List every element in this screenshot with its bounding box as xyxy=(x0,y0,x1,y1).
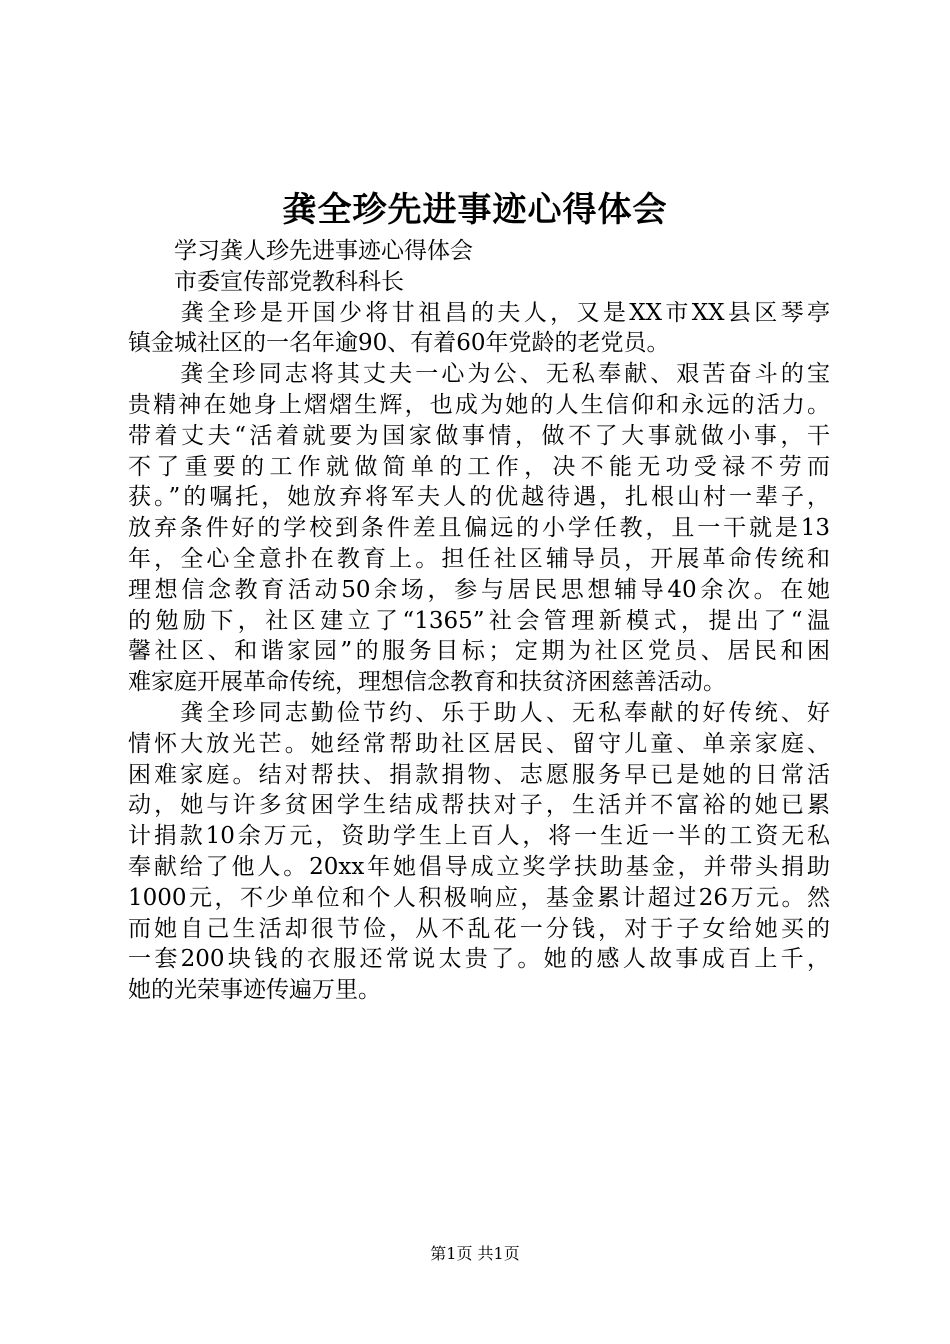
body-line: 困难家庭。结对帮扶、捐款捐物、志愿服务早已是她的日常活 xyxy=(128,761,830,788)
body-line: 龚全珍同志勤俭节约、乐于助人、无私奉献的好传统、好 xyxy=(128,699,830,726)
body-line: 学习龚人珍先进事迹心得体会 xyxy=(128,238,473,264)
body-line: 1000元，不少单位和个人积极响应，基金累计超过26万元。然 xyxy=(128,884,830,911)
body-line: 带着丈夫“活着就要为国家做事情，做不了大事就做小事，干 xyxy=(128,422,830,449)
body-line: 情怀大放光芒。她经常帮助社区居民、留守儿童、单亲家庭、 xyxy=(128,730,830,757)
body-line: 的勉励下，社区建立了“1365”社会管理新模式，提出了“温 xyxy=(128,607,830,634)
document-title: 龚全珍先进事迹心得体会 xyxy=(282,190,668,230)
body-line: 获。”的嘱托，她放弃将军夫人的优越待遇，扎根山村一辈子， xyxy=(128,484,830,511)
body-line: 不了重要的工作就做简单的工作，决不能无功受禄不劳而 xyxy=(128,453,830,480)
body-line: 馨社区、和谐家园”的服务目标；定期为社区党员、居民和困 xyxy=(128,638,830,665)
body-line: 放弃条件好的学校到条件差且偏远的小学任教，且一干就是13 xyxy=(128,515,830,542)
body-line: 她的光荣事迹传遍万里。 xyxy=(128,977,381,1004)
body-line: 而她自己生活却很节俭，从不乱花一分钱，对于子女给她买的 xyxy=(128,915,830,942)
body-line: 镇金城社区的一名年逾90、有着60年党龄的老党员。 xyxy=(128,330,670,357)
body-line: 一套200块钱的衣服还常说太贵了。她的感人故事成百上千， xyxy=(128,946,830,973)
body-line: 计捐款10余万元，资助学生上百人，将一生近一半的工资无私 xyxy=(128,823,830,850)
body-line: 龚全珍同志将其丈夫一心为公、无私奉献、艰苦奋斗的宝 xyxy=(128,361,830,388)
body-line: 年，全心全意扑在教育上。担任社区辅导员，开展革命传统和 xyxy=(128,545,830,572)
body-line: 龚全珍是开国少将甘祖昌的夫人，又是XX市XX县区琴亭 xyxy=(128,299,830,326)
body-line: 奉献给了他人。20xx年她倡导成立奖学扶助基金，并带头捐助 xyxy=(128,853,830,880)
body-line: 难家庭开展革命传统，理想信念教育和扶贫济困慈善活动。 xyxy=(128,669,726,696)
body-line: 贵精神在她身上熠熠生辉，也成为她的人生信仰和永远的活力。 xyxy=(128,391,830,418)
document-body xyxy=(128,236,830,1006)
page-footer: 第1页 共1页 xyxy=(430,1244,520,1263)
body-line: 动，她与许多贫困学生结成帮扶对子，生活并不富裕的她已累 xyxy=(128,792,830,819)
body-line: 理想信念教育活动50余场，参与居民思想辅导40余次。在她 xyxy=(128,576,830,603)
body-line: 市委宣传部党教科科长 xyxy=(128,268,404,295)
